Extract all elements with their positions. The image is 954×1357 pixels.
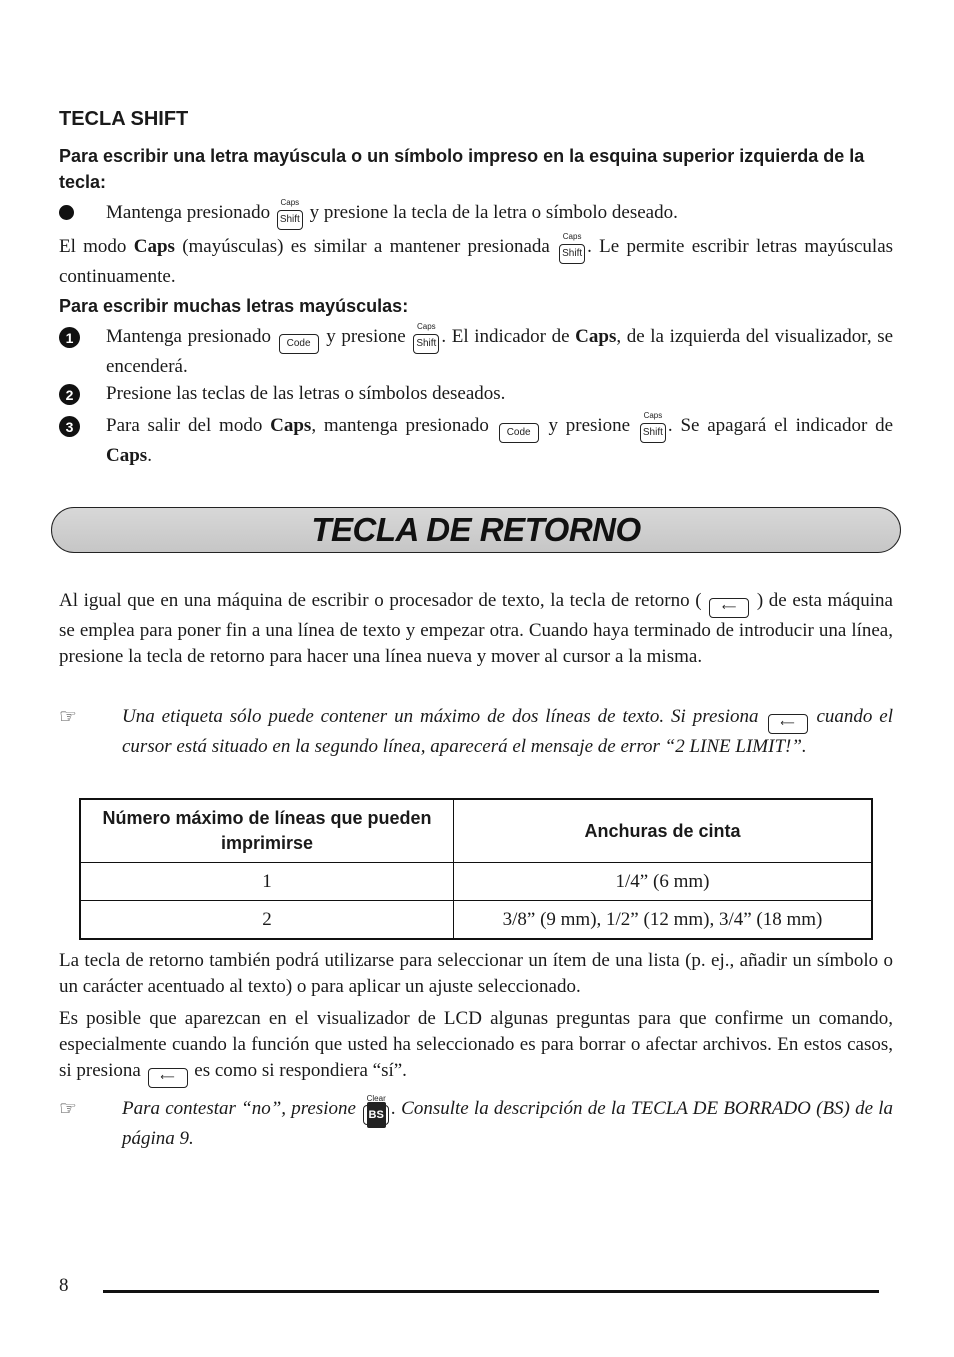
step-2-text: Presione las teclas de las letras o símbolos deseados. [106, 383, 506, 404]
bs-key-icon: Clear BS [363, 1100, 389, 1126]
pointing-hand-icon: ☞ [59, 1098, 77, 1120]
code-key-icon: Code [499, 417, 539, 443]
table-cell: 3/8” (9 mm), 1/2” (12 mm), 3/4” (18 mm) [454, 901, 873, 940]
step-number-2: 2 [59, 384, 80, 405]
pointing-hand-icon: ☞ [59, 706, 77, 728]
shift-bullet [59, 200, 893, 226]
shift-key-icon: Caps Shift [277, 204, 303, 230]
bullet-icon [59, 205, 74, 220]
table-cell: 1 [80, 863, 454, 901]
shift-bullet-text: Mantenga presionado Caps Shift y presione la tecla de la letra o símbolo deseado. [106, 200, 893, 230]
step-number-3: 3 [59, 416, 80, 437]
section-title-shift: TECLA SHIFT [59, 108, 189, 130]
note-1 [59, 704, 893, 784]
return-key-icon: ⟵ [709, 592, 749, 618]
table-cell: 1/4” (6 mm) [454, 863, 873, 901]
return-key-icon: ⟵ [768, 708, 808, 734]
step-3-text: Para salir del modo Caps, mantenga presionado Code y presione Caps Shift . Se apagará el indicador de Caps. [106, 411, 894, 466]
note-1-text: Una etiqueta sólo puede contener un máximo de dos líneas de texto. Si presiona ⟵ cuando el cursor está situado en la segundo línea, aparecerá el mensaje de error “2 LINE LIMIT!”. [122, 706, 894, 757]
note-2-text: Para contestar “no”, presione Clear BS . Consulte la descripción de la TECLA DE BORRADO (BS) de la página 9. [122, 1094, 894, 1149]
page-number: 8 [59, 1275, 69, 1296]
table-header-widths: Anchuras de cinta [454, 799, 873, 863]
return-key-icon: ⟵ [148, 1062, 188, 1088]
return-paragraph-3: Es posible que aparezcan en el visualizador de LCD algunas preguntas para que confirme un comando, especialmente cuando la función que usted ha seleccionado es para borrar o afectar archivos. En estos casos, si presiona ⟵ es como si respondiera “sí”. [59, 1006, 893, 1088]
footer-rule [103, 1290, 879, 1293]
return-intro: Al igual que en una máquina de escribir o procesador de texto, la tecla de retorno ( ⟵ ) de esta máquina se emplea para poner fin a una línea de texto y empezar otra. Cuando haya terminado de introducir una línea, presione la tecla de retorno para hacer una línea nueva y mover al cursor a la misma. [59, 590, 893, 667]
step-2 [59, 381, 893, 407]
note-2 [59, 1096, 893, 1150]
section-banner-return [51, 507, 901, 553]
table-cell: 2 [80, 901, 454, 940]
shift-key-icon: Caps Shift [559, 238, 585, 264]
step-3 [59, 413, 893, 465]
shift-lead: Para escribir una letra mayúscula o un símbolo impreso en la esquina superior izquierda de la tecla: [59, 146, 865, 192]
table-row [80, 901, 872, 940]
section-title-return: TECLA DE RETORNO [311, 511, 641, 548]
table-header-lines: Número máximo de líneas que pueden imprimirse [80, 799, 454, 863]
step-1 [59, 324, 893, 376]
many-caps-lead: Para escribir muchas letras mayúsculas: [59, 296, 409, 316]
code-key-icon: Code [279, 328, 319, 354]
return-paragraph-2: La tecla de retorno también podrá utilizarse para seleccionar un ítem de una lista (p. ej., añadir un símbolo o un carácter acentuado al texto) o para aplicar un ajuste seleccionado. [59, 950, 893, 997]
shift-key-icon: Caps Shift [640, 417, 666, 443]
step-number-1: 1 [59, 327, 80, 348]
step-1-text: Mantenga presionado Code y presione Caps Shift . El indicador de Caps, de la izquierda del visualizador, se encenderá. [106, 322, 894, 377]
shift-key-icon: Caps Shift [413, 328, 439, 354]
caps-paragraph: El modo Caps (mayúsculas) es similar a mantener presionada Caps Shift . Le permite escribir letras mayúsculas continuamente. [59, 232, 894, 287]
table-header-row [80, 799, 872, 863]
tape-width-table [79, 798, 873, 940]
table-row [80, 863, 872, 901]
